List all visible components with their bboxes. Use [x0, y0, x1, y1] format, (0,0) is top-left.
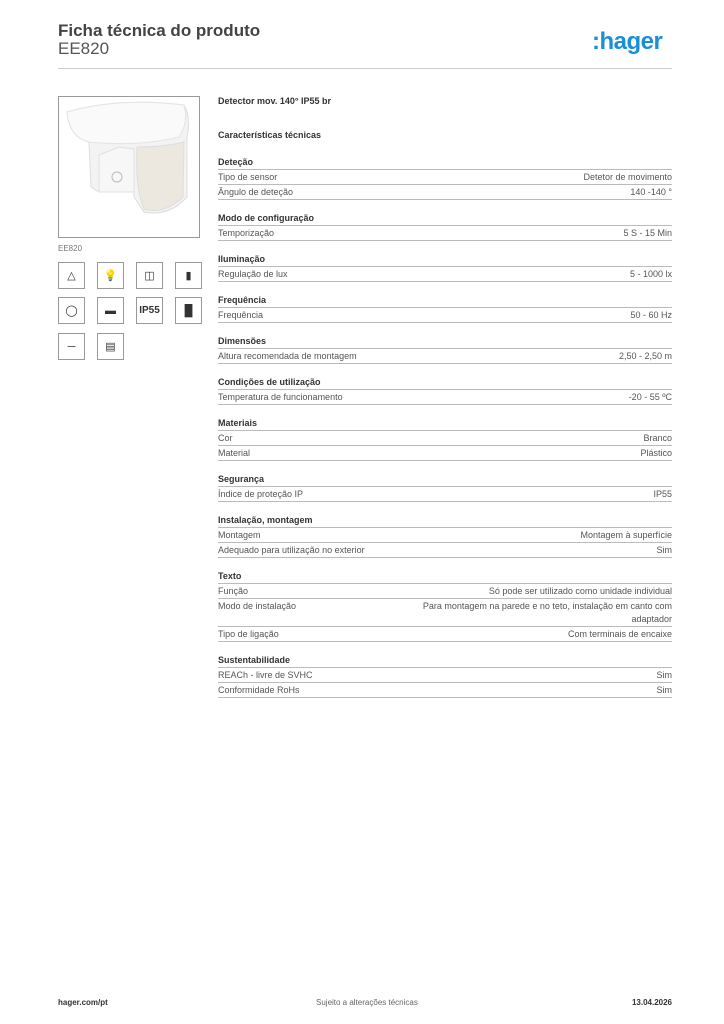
spec-section	[218, 513, 672, 558]
section-title: Texto	[218, 569, 672, 584]
spec-value: 50 - 60 Hz	[630, 310, 672, 320]
spec-sheet	[218, 96, 672, 698]
section-title: Instalação, montagem	[218, 513, 672, 528]
header-divider	[58, 68, 672, 69]
section-title: Deteção	[218, 155, 672, 170]
section-title: Iluminação	[218, 252, 672, 267]
spec-value: 5 S - 15 Min	[623, 228, 672, 238]
spec-label: Índice de proteção IP	[218, 489, 304, 499]
spec-label: Ângulo de deteção	[218, 187, 294, 197]
spec-value: -20 - 55 ºC	[628, 392, 672, 402]
spec-row	[218, 446, 672, 461]
spec-row	[218, 226, 672, 241]
spec-label: Cor	[218, 433, 233, 443]
spec-row	[218, 543, 672, 558]
fluorescent-tube-icon: ▬	[97, 297, 124, 324]
spec-section	[218, 569, 672, 642]
section-title: Condições de utilização	[218, 375, 672, 390]
spec-section	[218, 211, 672, 241]
page-title: Ficha técnica do produto	[58, 21, 261, 40]
spec-section	[218, 375, 672, 405]
energy-saving-bulb-icon: ▮	[175, 262, 202, 289]
footer-website[interactable]: hager.com/pt	[58, 998, 108, 1007]
electronic-transformer-icon: █	[175, 297, 202, 324]
spec-value: Sim	[656, 545, 672, 555]
spec-row	[218, 390, 672, 405]
section-title: Sustentabilidade	[218, 653, 672, 668]
halogen-transformer-icon: ◫	[136, 262, 163, 289]
characteristics-title: Características técnicas	[218, 130, 322, 140]
section-title: Frequência	[218, 293, 672, 308]
spec-value: 2,50 - 2,50 m	[618, 351, 672, 361]
footer-date: 13.04.2026	[631, 998, 672, 1007]
spec-label: Temporização	[218, 228, 275, 238]
bulb-icon: ◯	[58, 297, 85, 324]
spec-row	[218, 308, 672, 323]
spec-value: IP55	[653, 489, 672, 499]
spec-value: Para montagem na parede e no teto, instalação em canto com adaptador	[422, 601, 672, 624]
spec-label: Temperatura de funcionamento	[218, 392, 343, 402]
spec-label: Altura recomendada de montagem	[218, 351, 357, 361]
spec-label: Tipo de sensor	[218, 172, 278, 182]
spec-label: Material	[218, 448, 251, 458]
spec-label: Conformidade RoHs	[218, 685, 300, 695]
ceiling-lamp-icon: △	[58, 262, 85, 289]
footer-note: Sujeito a alterações técnicas	[316, 998, 418, 1007]
spec-section	[218, 334, 672, 364]
spec-label: Regulação de lux	[218, 269, 288, 279]
spec-label: Adequado para utilização no exterior	[218, 545, 365, 555]
spec-label: Função	[218, 586, 249, 596]
section-title: Dimensões	[218, 334, 672, 349]
spec-label: Montagem	[218, 530, 261, 540]
spec-value: 140 -140 °	[630, 187, 672, 197]
spec-value: Branco	[643, 433, 672, 443]
spec-row	[218, 668, 672, 683]
spec-label: Tipo de ligação	[218, 629, 279, 639]
spec-value: 5 - 1000 lx	[629, 269, 672, 279]
product-code: EE820	[58, 39, 110, 58]
hager-logo: :hager	[592, 28, 663, 55]
spec-value: Com terminais de encaixe	[567, 629, 672, 639]
product-image	[58, 96, 200, 238]
spec-row	[218, 584, 672, 599]
spec-section	[218, 293, 672, 323]
motion-detector-icon: ▤	[97, 333, 124, 360]
spec-value: Plástico	[640, 448, 672, 458]
spec-section	[218, 472, 672, 502]
product-name: Detector mov. 140° IP55 br	[218, 96, 331, 106]
spec-row	[218, 599, 672, 627]
incandescent-bulb-icon: 💡	[97, 262, 124, 289]
spec-row	[218, 349, 672, 364]
spec-section	[218, 416, 672, 461]
section-title: Modo de configuração	[218, 211, 672, 226]
spec-value: Só pode ser utilizado como unidade individual	[488, 586, 672, 596]
spec-label: REACh - livre de SVHC	[218, 670, 313, 680]
spec-row	[218, 185, 672, 200]
spec-value: Detetor de movimento	[583, 172, 672, 182]
spec-label: Frequência	[218, 310, 264, 320]
spec-row	[218, 267, 672, 282]
section-title: Segurança	[218, 472, 672, 487]
spec-row	[218, 431, 672, 446]
spec-row	[218, 627, 672, 642]
spec-value: Montagem à superfície	[580, 530, 672, 540]
ip-rating-icon: IP55	[136, 297, 163, 324]
spec-value: Sim	[656, 670, 672, 680]
spec-section	[218, 653, 672, 698]
section-title: Materiais	[218, 416, 672, 431]
spec-row	[218, 487, 672, 502]
spec-section	[218, 155, 672, 200]
spec-row	[218, 170, 672, 185]
spec-row	[218, 528, 672, 543]
spec-label: Modo de instalação	[218, 601, 297, 611]
tube-lamp-icon: ─	[58, 333, 85, 360]
spec-section	[218, 252, 672, 282]
image-reference: EE820	[58, 244, 83, 253]
spec-value: Sim	[656, 685, 672, 695]
spec-row	[218, 683, 672, 698]
